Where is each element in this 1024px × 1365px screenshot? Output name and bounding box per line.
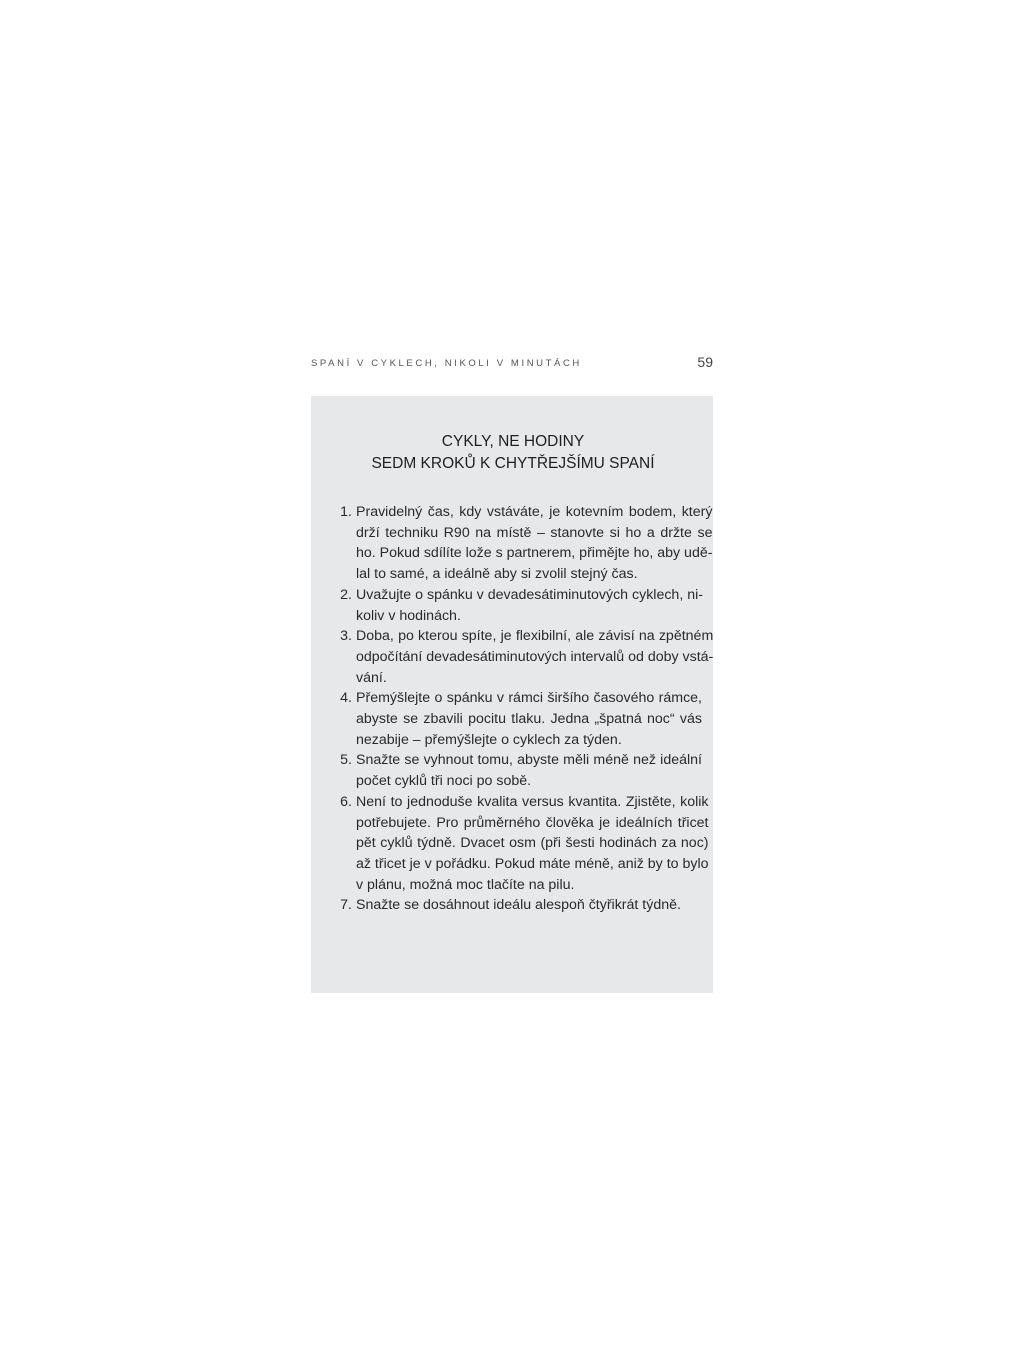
list-item [324, 895, 702, 916]
list-item-number: 3. [340, 628, 352, 645]
list-item [324, 626, 714, 688]
list-item-number: 4. [340, 690, 352, 707]
box-title-line: CYKLY, NE HODINY [441, 433, 585, 450]
list-item-text [356, 626, 713, 688]
list-item-text [356, 688, 702, 750]
sidebar-box [311, 396, 713, 993]
list-item-line: Uvažujte o spánku v devadesátiminutových cyklech, ni- [356, 586, 703, 603]
list-item-text [356, 585, 703, 626]
list-item-number: 6. [340, 793, 352, 810]
list-item-number: 5. [340, 752, 352, 769]
list-item-line: pět cyklů týdně. Dvacet osm (při šesti hodinách za noc) [356, 835, 709, 852]
list-item [324, 792, 709, 896]
running-title: SPANÍ V CYKLECH, NIKOLI V MINUTÁCH [311, 358, 582, 369]
box-subtitle-line: SEDM KROKŮ K CHYTŘEJŠÍMU SPANÍ [371, 455, 655, 472]
list-item-number: 1. [340, 504, 352, 520]
list-item [324, 502, 713, 585]
list-item-number: 7. [340, 897, 352, 914]
list-item-line: Přemýšlejte o spánku v rámci širšího časového rámce, [356, 690, 702, 707]
list-item [324, 585, 702, 626]
list-item-line: Snažte se dosáhnout ideálu alespoň čtyřikrát týdně. [356, 897, 681, 914]
running-header [311, 356, 713, 372]
list-item-line: potřebujete. Pro průměrného člověka je ideálních třicet [356, 814, 709, 831]
page-number: 59 [697, 354, 713, 370]
list-item-line: až třicet je v pořádku. Pokud máte méně, aniž by to bylo [356, 855, 709, 872]
box-title [324, 431, 702, 475]
list-item [324, 688, 702, 750]
list-item-line: odpočítání devadesátiminutových intervalů od doby vstá- [356, 648, 714, 665]
list-item [324, 750, 702, 791]
list-item-text [356, 792, 709, 896]
list-item-line: počet cyklů tři noci po sobě. [356, 773, 532, 790]
list-item-line: lal to samé, a ideálně aby si zvolil stejný čas. [356, 566, 638, 583]
list-item-line: abyste se zbavili pocitu tlaku. Jedna „špatná noc“ vás [356, 711, 702, 728]
list-item-line: Pravidelný čas, kdy vstáváte, je kotevním bodem, který [356, 504, 713, 520]
list-item-line: nezabije – přemýšlejte o cyklech za týden. [356, 731, 622, 748]
list-item-line: vání. [356, 669, 387, 686]
list-item-text [356, 502, 712, 585]
list-item-line: koliv v hodinách. [356, 607, 461, 624]
list-item-number: 2. [340, 586, 352, 603]
list-item-text [356, 750, 702, 791]
list-item-line: Není to jednoduše kvalita versus kvantita. Zjistěte, kolik [356, 793, 709, 810]
list-item-line: ho. Pokud sdílíte lože s partnerem, přimějte ho, aby udě- [356, 545, 713, 562]
steps-list [324, 502, 714, 916]
list-item-line: Doba, po kterou spíte, je flexibilní, ale závisí na zpětném [356, 628, 714, 645]
list-item-line: drží techniku R90 na místě – stanovte si ho a držte se [356, 524, 713, 541]
list-item-text [356, 895, 702, 916]
list-item-line: Snažte se vyhnout tomu, abyste měli méně než ideální [356, 752, 702, 769]
list-item-line: v plánu, možná moc tlačíte na pilu. [356, 876, 575, 893]
